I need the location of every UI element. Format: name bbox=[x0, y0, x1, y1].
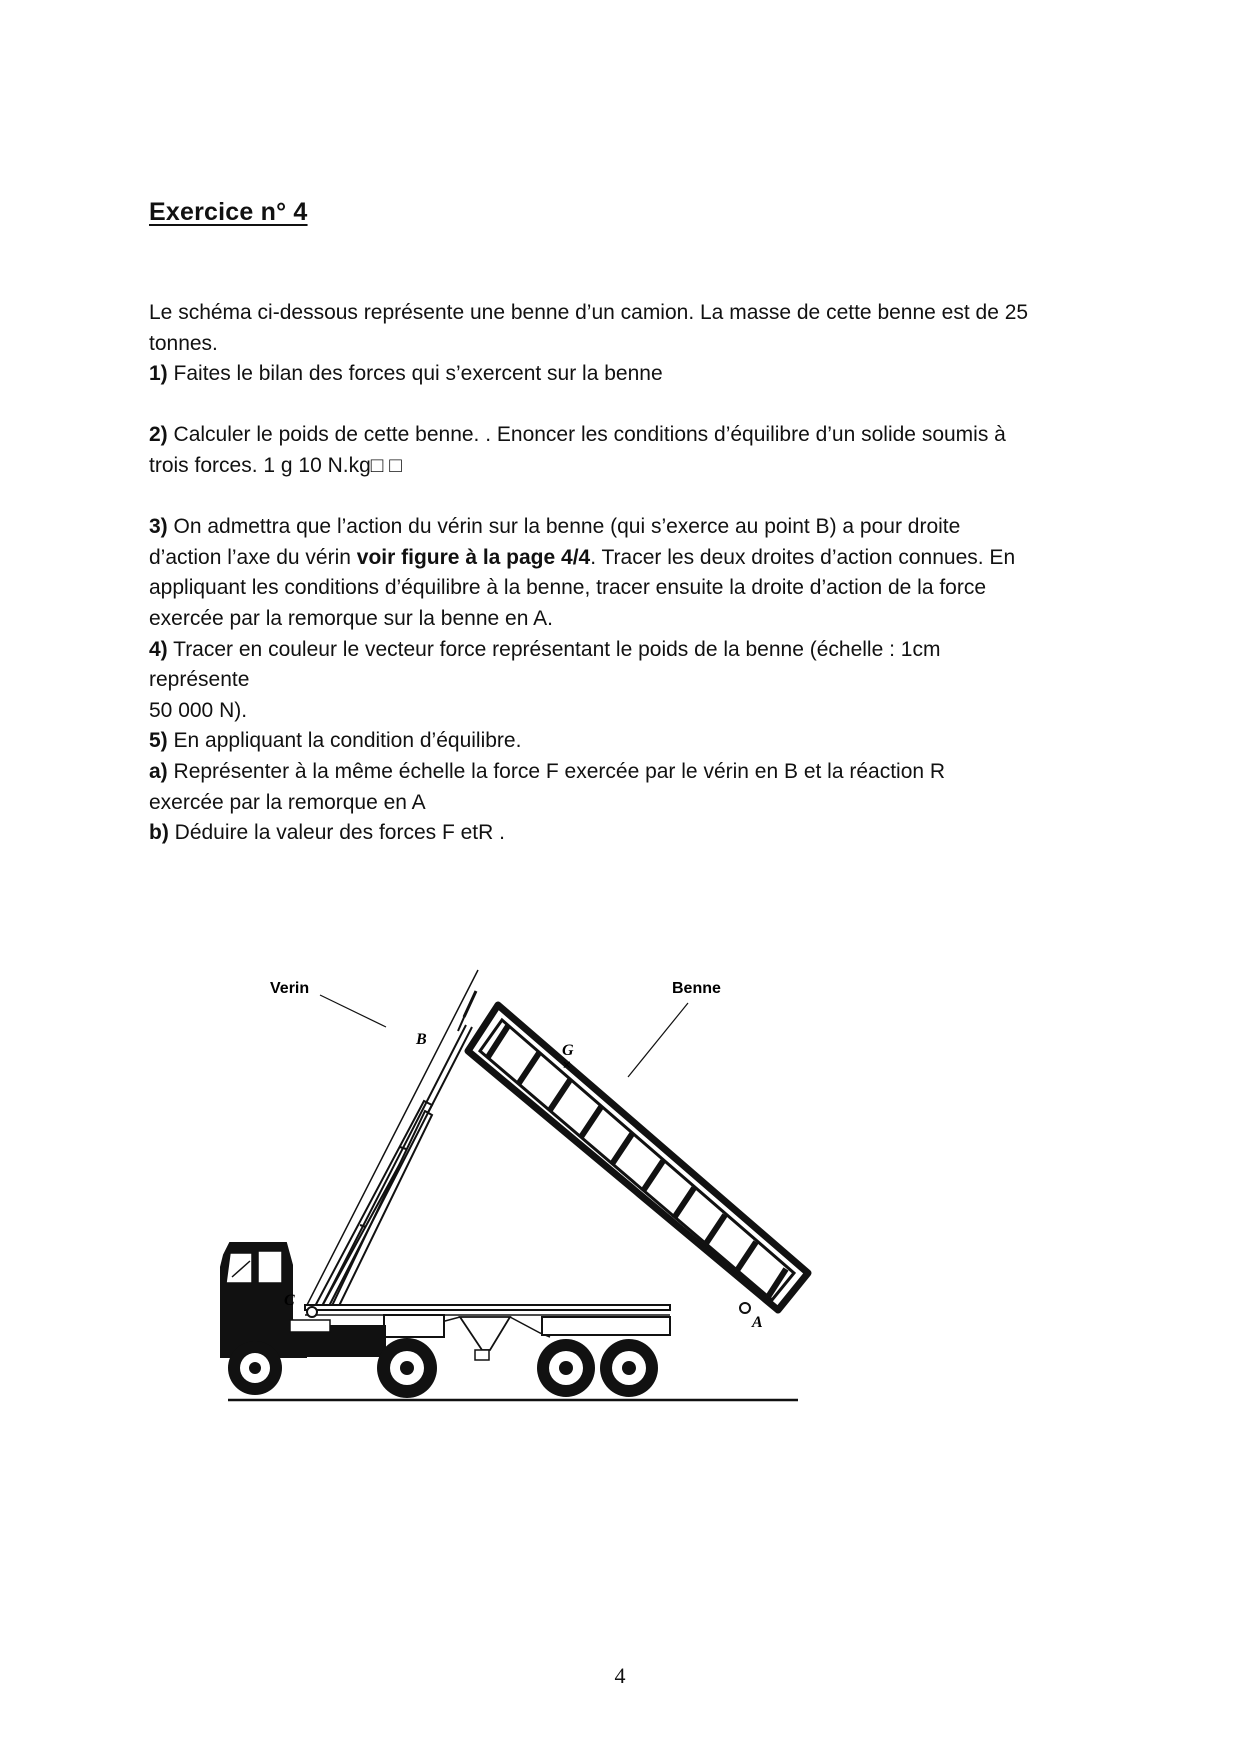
question-4-line: 50 000 N). bbox=[149, 698, 248, 722]
question-text: . Tracer les deux droites d’action connues. En bbox=[590, 545, 1016, 569]
question-number: 1) bbox=[149, 362, 168, 386]
question-5a-line: exercée par la remorque en A bbox=[149, 790, 426, 814]
spacer bbox=[149, 390, 1109, 421]
question-4-line: représente bbox=[149, 668, 250, 692]
verin-leader bbox=[320, 995, 386, 1027]
wheel-rear-1 bbox=[537, 1339, 595, 1397]
question-number: 2) bbox=[149, 423, 168, 447]
pivot-c bbox=[307, 1307, 317, 1317]
exercise-body bbox=[149, 298, 1109, 849]
question-4 bbox=[149, 635, 1109, 666]
question-text: Tracer en couleur le vecteur force représentant le poids de la benne (échelle : 1cm bbox=[167, 637, 941, 661]
question-number: a) bbox=[149, 759, 168, 783]
point-c: C bbox=[284, 1292, 295, 1309]
question-number: b) bbox=[149, 821, 169, 845]
question-text: Représenter à la même échelle la force F exercée par le vérin en B et la réaction R bbox=[167, 759, 946, 783]
question-number: 5) bbox=[149, 729, 168, 753]
wheel-rear-2 bbox=[600, 1339, 658, 1397]
question-number: 4) bbox=[149, 637, 168, 661]
g-mark: × bbox=[562, 1057, 572, 1074]
question-3-line: appliquant les conditions d’équilibre à la benne, tracer ensuite la droite d’action de la force bbox=[149, 576, 987, 600]
dump-truck-figure bbox=[220, 965, 820, 1410]
wheel-front bbox=[228, 1341, 282, 1395]
question-text: d’action l’axe du vérin bbox=[149, 545, 357, 569]
question-5b bbox=[149, 818, 1109, 849]
point-g: G bbox=[562, 1042, 574, 1059]
question-2 bbox=[149, 420, 1109, 451]
label-benne: Benne bbox=[672, 980, 721, 997]
figure-reference: voir figure à la page 4/4 bbox=[356, 545, 591, 569]
spacer bbox=[149, 482, 1109, 513]
point-a: A bbox=[752, 1314, 763, 1331]
question-3 bbox=[149, 512, 1109, 543]
question-text: Calculer le poids de cette benne. . Enoncer les conditions d’équilibre d’un solide soumis à bbox=[167, 423, 1006, 447]
question-2-line: trois forces. 1 g 10 N.kg□ □ bbox=[149, 453, 402, 477]
exercise-title: Exercice n° 4 bbox=[149, 198, 308, 226]
question-3-line: exercée par la remorque sur la benne en A. bbox=[149, 606, 553, 630]
wheel-middle bbox=[377, 1338, 437, 1398]
intro-line: tonnes. bbox=[149, 331, 218, 355]
question-text: En appliquant la condition d’équilibre. bbox=[167, 729, 522, 753]
question-text: Faites le bilan des forces qui s’exercent sur la benne bbox=[167, 362, 663, 386]
intro-line: Le schéma ci-dessous représente une benne d’un camion. La masse de cette benne est de 25 bbox=[149, 301, 1029, 324]
benne-leader bbox=[628, 1003, 688, 1077]
question-1 bbox=[149, 359, 1109, 390]
point-b: B bbox=[416, 1031, 427, 1048]
question-5a bbox=[149, 757, 1109, 788]
label-verin: Verin bbox=[270, 980, 310, 997]
dump-body bbox=[468, 1005, 808, 1310]
question-5 bbox=[149, 726, 1109, 757]
question-number: 3) bbox=[149, 515, 168, 539]
pivot-a bbox=[740, 1303, 750, 1313]
question-text: On admettra que l’action du vérin sur la benne (qui s’exerce au point B) a pour droite bbox=[167, 515, 961, 539]
question-3-line bbox=[149, 543, 1109, 574]
hydraulic-jack bbox=[306, 970, 478, 1310]
page-number: 4 bbox=[614, 1663, 626, 1688]
question-text: Déduire la valeur des forces F etR . bbox=[168, 821, 505, 845]
